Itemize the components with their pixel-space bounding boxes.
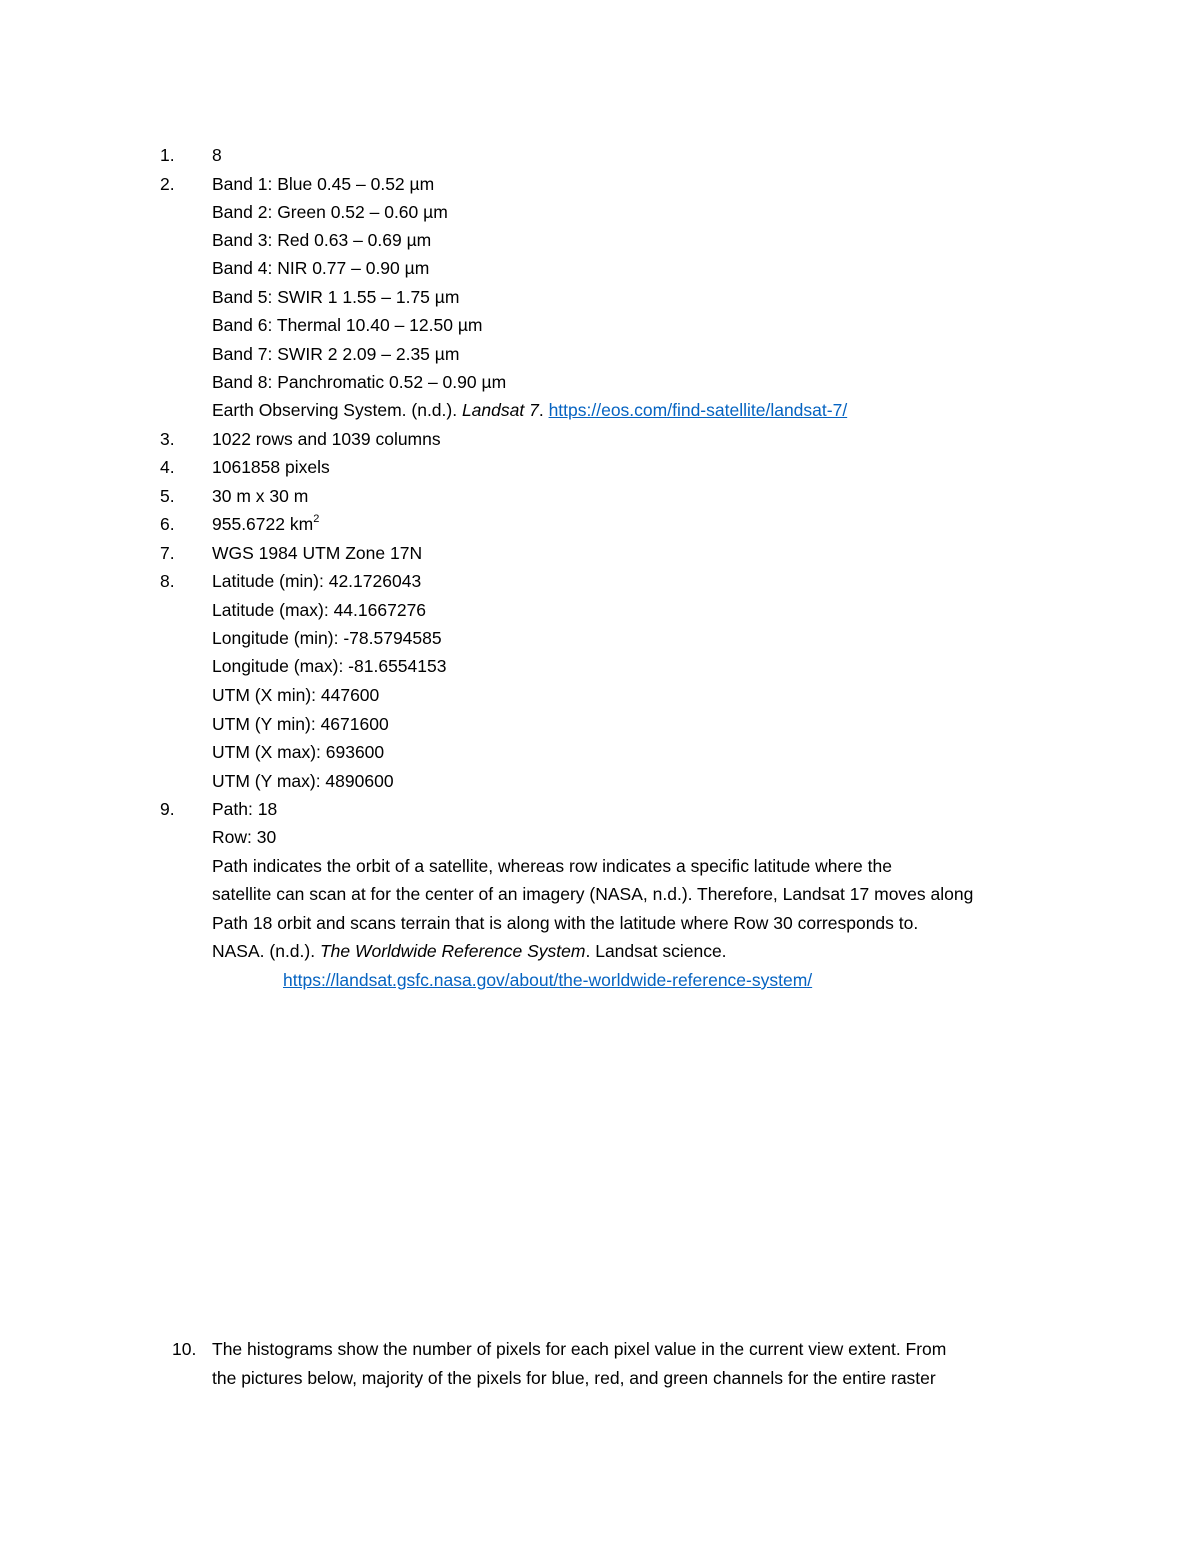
citation-title: Landsat 7 bbox=[461, 400, 539, 420]
item-number: 10. bbox=[172, 1339, 197, 1359]
band-line: Band 5: SWIR 1 1.55 – 1.75 µm bbox=[212, 287, 460, 307]
coordinate-line: Longitude (min): -78.5794585 bbox=[212, 628, 442, 648]
item-number: 3. bbox=[160, 429, 175, 449]
coordinate-line: Latitude (max): 44.1667276 bbox=[212, 600, 427, 620]
paragraph-line: Path indicates the orbit of a satellite, whereas row indicates a specific latitude where the bbox=[212, 856, 892, 876]
band-line: Band 4: NIR 0.77 – 0.90 µm bbox=[212, 258, 430, 278]
paragraph-line: The histograms show the number of pixels for each pixel value in the current view extent. From bbox=[212, 1339, 947, 1359]
coordinate-line: Latitude (min): 42.1726043 bbox=[212, 571, 422, 591]
area-value: 955.6722 km bbox=[212, 514, 314, 534]
answer-text: 1022 rows and 1039 columns bbox=[212, 429, 441, 449]
superscript: 2 bbox=[313, 513, 320, 526]
citation-title: The Worldwide Reference System bbox=[319, 941, 586, 961]
citation-suffix: . Landsat science. bbox=[585, 941, 727, 961]
citation-link[interactable]: https://landsat.gsfc.nasa.gov/about/the-worldwide-reference-system/ bbox=[283, 970, 813, 990]
answer-text: WGS 1984 UTM Zone 17N bbox=[212, 543, 423, 563]
band-line: Band 2: Green 0.52 – 0.60 µm bbox=[212, 202, 448, 222]
coordinate-line: UTM (Y min): 4671600 bbox=[212, 714, 389, 734]
band-line: Band 8: Panchromatic 0.52 – 0.90 µm bbox=[212, 372, 507, 392]
citation-link-line bbox=[283, 966, 812, 994]
coordinate-line: UTM (X max): 693600 bbox=[212, 742, 385, 762]
answer-text: 30 m x 30 m bbox=[212, 486, 309, 506]
answer-text bbox=[212, 510, 319, 538]
coordinate-line: UTM (X min): 447600 bbox=[212, 685, 380, 705]
answer-text: Path: 18 bbox=[212, 799, 278, 819]
item-number: 1. bbox=[160, 145, 175, 165]
citation-prefix: Earth Observing System. (n.d.). bbox=[212, 400, 462, 420]
paragraph-line: the pictures below, majority of the pixels for blue, red, and green channels for the entire raster bbox=[212, 1368, 936, 1388]
answer-text: Row: 30 bbox=[212, 827, 277, 847]
item-number: 6. bbox=[160, 514, 175, 534]
citation-link[interactable]: https://eos.com/find-satellite/landsat-7/ bbox=[548, 400, 848, 420]
coordinate-line: UTM (Y max): 4890600 bbox=[212, 771, 394, 791]
band-line: Band 3: Red 0.63 – 0.69 µm bbox=[212, 230, 432, 250]
citation bbox=[212, 396, 847, 424]
paragraph-line: Path 18 orbit and scans terrain that is along with the latitude where Row 30 corresponds to. bbox=[212, 913, 919, 933]
citation bbox=[212, 937, 727, 965]
coordinate-line: Longitude (max): -81.6554153 bbox=[212, 656, 447, 676]
band-line: Band 7: SWIR 2 2.09 – 2.35 µm bbox=[212, 344, 460, 364]
citation-prefix: NASA. (n.d.). bbox=[212, 941, 320, 961]
item-number: 4. bbox=[160, 457, 175, 477]
answer-text: 1061858 pixels bbox=[212, 457, 330, 477]
item-number: 5. bbox=[160, 486, 175, 506]
item-number: 7. bbox=[160, 543, 175, 563]
band-line: Band 6: Thermal 10.40 – 12.50 µm bbox=[212, 315, 483, 335]
item-number: 9. bbox=[160, 799, 175, 819]
paragraph-line: satellite can scan at for the center of an imagery (NASA, n.d.). Therefore, Landsat 17 moves along bbox=[212, 884, 974, 904]
band-line: Band 1: Blue 0.45 – 0.52 µm bbox=[212, 174, 435, 194]
item-number: 8. bbox=[160, 571, 175, 591]
answer-text: 8 bbox=[212, 145, 222, 165]
item-number: 2. bbox=[160, 174, 175, 194]
citation-separator: . bbox=[538, 400, 549, 420]
